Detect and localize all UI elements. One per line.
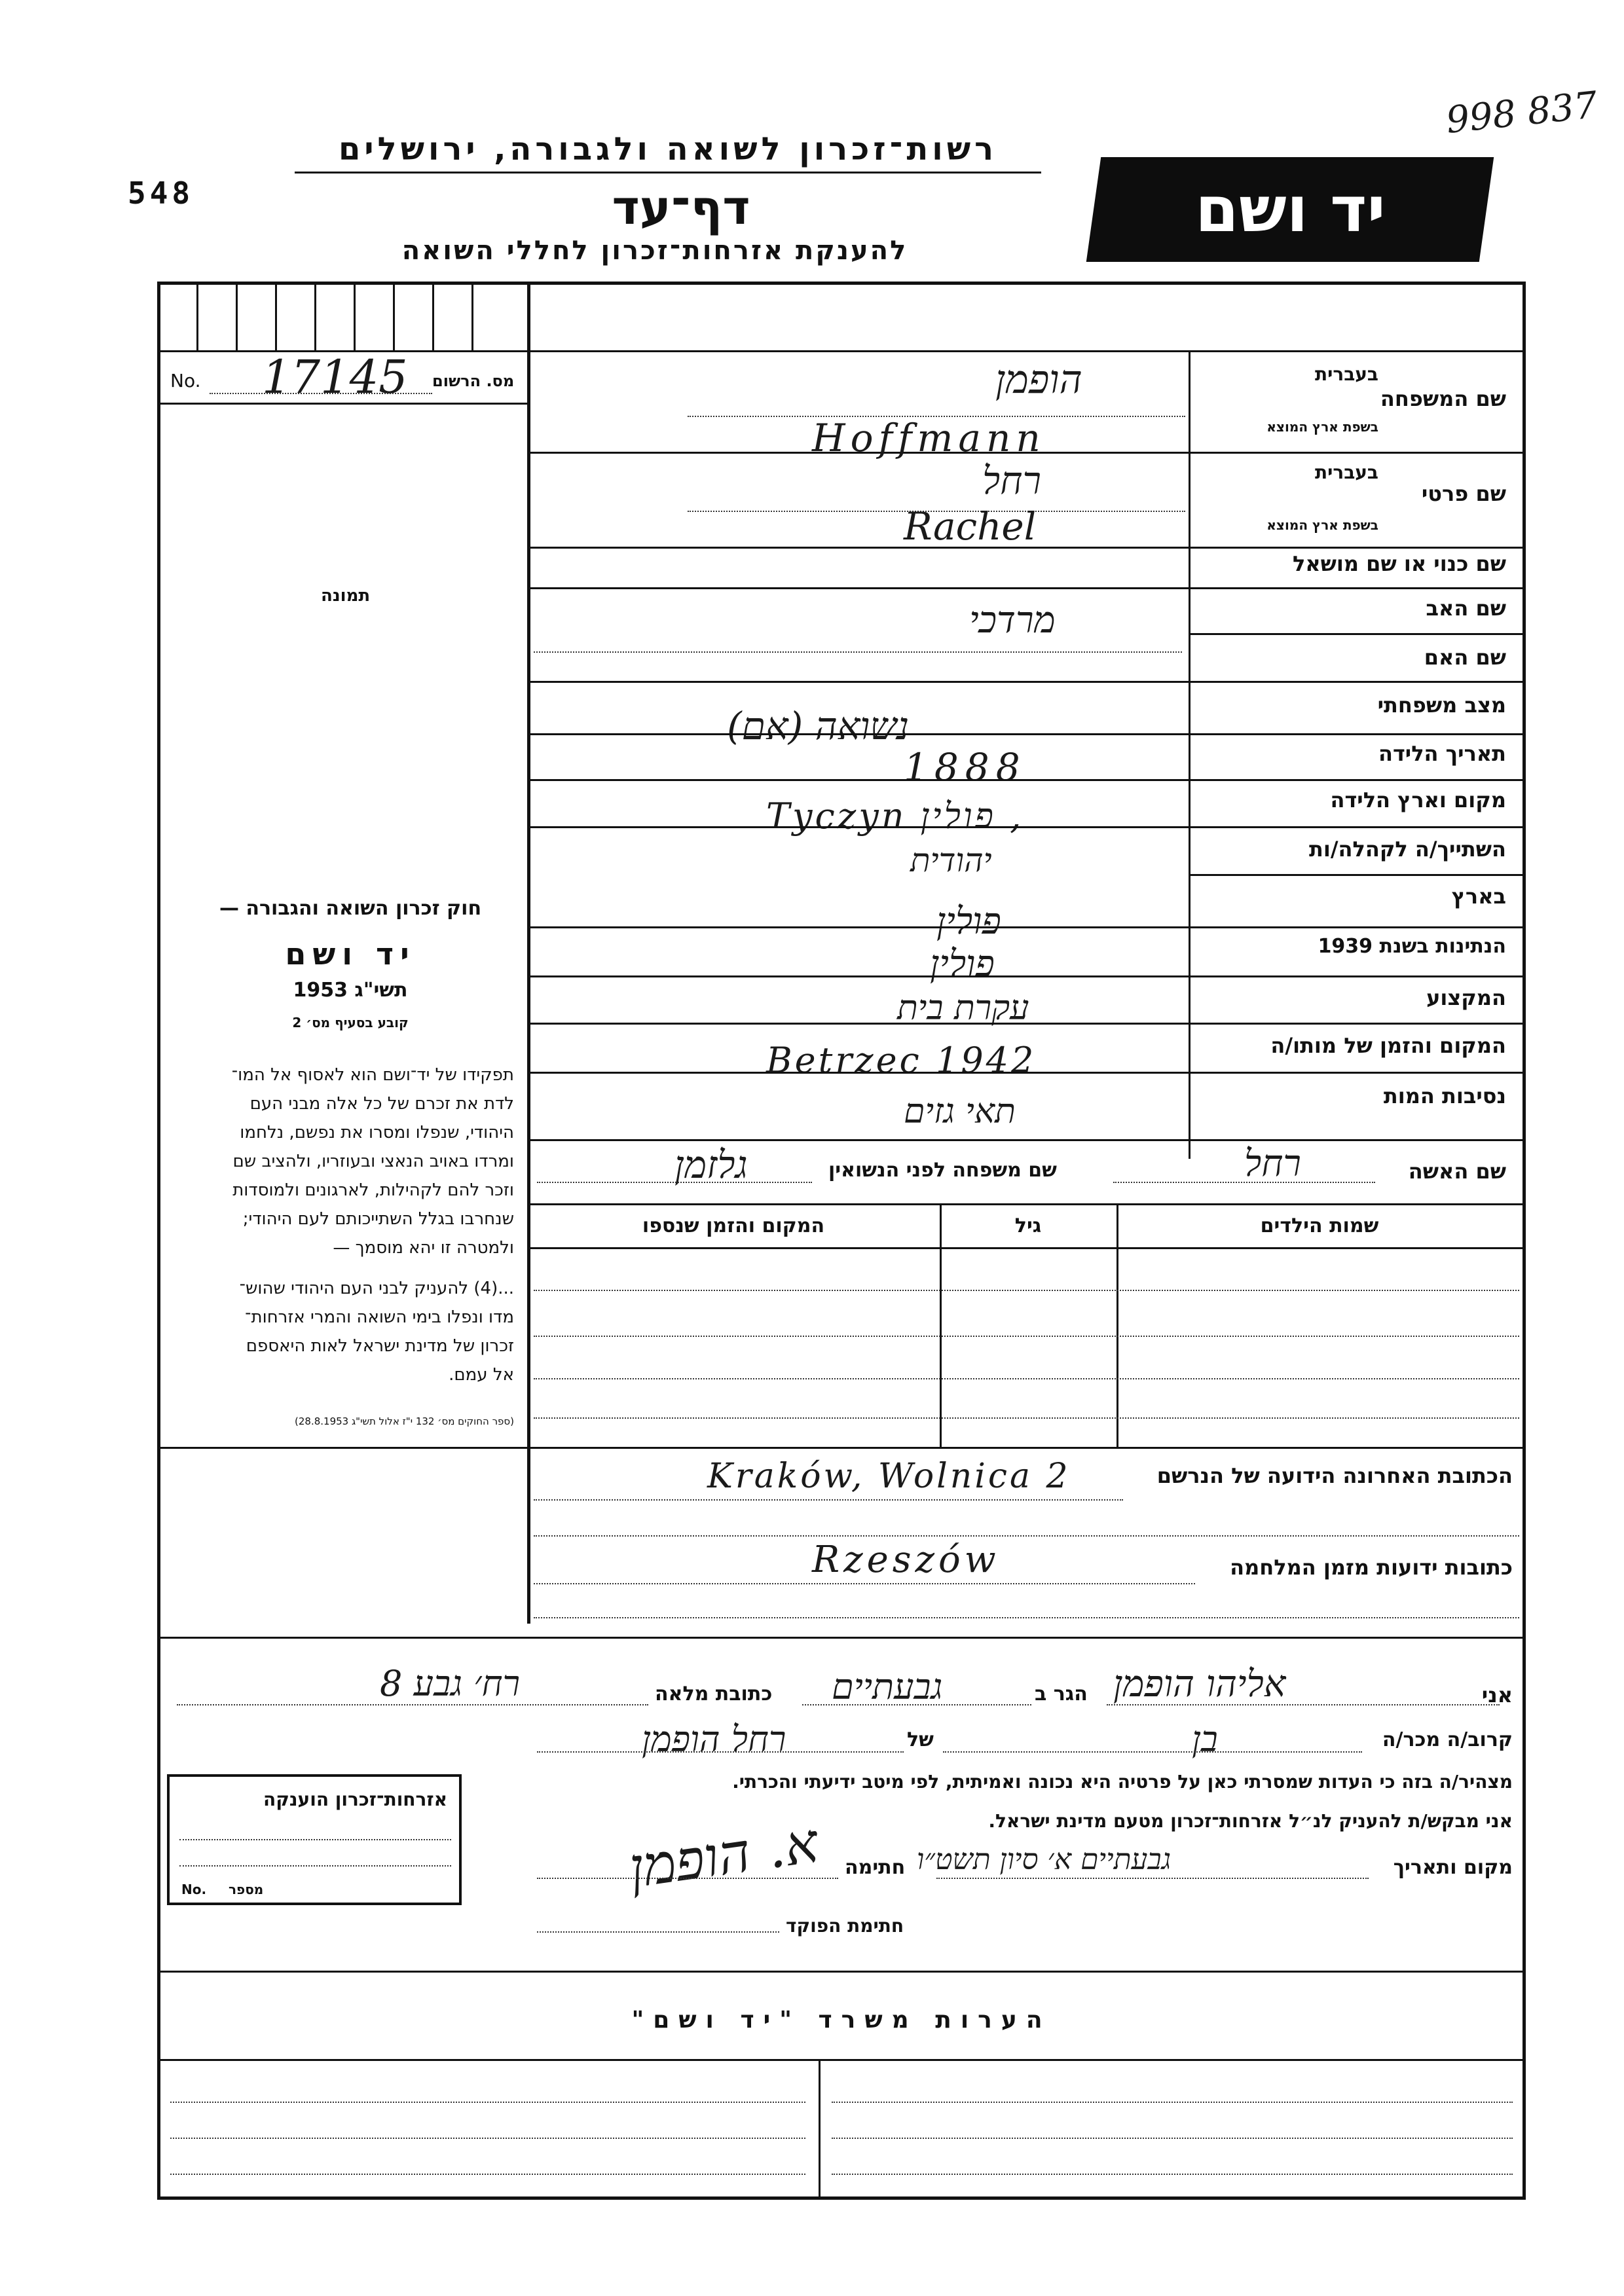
declaration-relative: קרוב/ה מכר/ה [1382, 1728, 1513, 1751]
row-value: פולין [930, 943, 995, 985]
given-name-hebrew-value: רחל [982, 458, 1041, 503]
children-names-header: שמות הילדים [1260, 1214, 1379, 1237]
law-line: לדת את זכרם של כל אלה מבני העם [249, 1094, 514, 1114]
law-org: יד ושם [285, 936, 416, 972]
law-line: שנחרבו בגלל השתייכותם לעם היהודי; [242, 1209, 514, 1229]
last-address-label: הכתובת האחרונה הידועה של הנרשם [1156, 1463, 1513, 1488]
law-line: זכרון של מדינת ישראל לאות היאספם [246, 1336, 514, 1356]
declarant-name: אליהו הופמן [1113, 1663, 1286, 1705]
row-label: תאריך הלידה [1378, 741, 1506, 766]
law-year: תשי"ג 1953 [293, 979, 408, 1002]
row-value: תאי גזים [904, 1092, 1016, 1131]
row-value: נשואה (אם) [727, 704, 910, 748]
row-label: שם כנוי או שם מושאל [1292, 551, 1506, 576]
signature-label: חתימה [845, 1856, 906, 1879]
award-box-title: אזרחות־זכרון הוענקה [263, 1789, 447, 1810]
row-label: המקצוע [1426, 985, 1506, 1010]
row-value: Tyczyn פולין , [766, 795, 1024, 837]
law-source: (ספר החוקים מס׳ 132 י"ז אלול תשי"ג 28.8.1953) [295, 1415, 514, 1427]
row-label: בארץ [1451, 884, 1506, 909]
given-name-label: שם פרטי [1421, 481, 1506, 506]
row-value: 1888 [904, 745, 1027, 790]
declarant-address: רח׳ גבע 8 [380, 1663, 521, 1704]
maiden-name-value: גלזמן [674, 1142, 748, 1187]
yad-vashem-logo [1086, 157, 1494, 262]
declaration-request: אני מבקש/ת להעניק לנ״ל אזרחות־זכרון מטעם מדינת ישראל. [988, 1810, 1513, 1832]
officer-signature-label: חתימת הפוקד [786, 1915, 904, 1937]
given-name-origin-value: Rachel [904, 504, 1037, 549]
law-line: ולמטרה זו יהא מוסמך — [333, 1238, 514, 1258]
children-place-header: המקום והזמן שנספו [642, 1214, 825, 1237]
declaration-subject: רחל הופמן [642, 1719, 786, 1760]
row-label: נסיבות המות [1383, 1084, 1506, 1108]
row-label: המקום והזמן של מותו/ה [1270, 1033, 1506, 1058]
row-label: מקום וארץ הלידה [1330, 788, 1506, 812]
row-label: שם האב [1426, 596, 1506, 621]
surname-hebrew-label: בעברית [1314, 363, 1378, 385]
row-value: פולין [936, 900, 1001, 943]
law-line: ומרדו באויב הנאצי ובעוזריו, ולהציב שם [232, 1152, 514, 1171]
office-notes-title: הערות משרד "יד ושם" [631, 2007, 1052, 2033]
place-date-value: גבעתיים א׳ סיון תשט״ו [917, 1843, 1172, 1876]
award-number-en: No. [181, 1882, 207, 1897]
surname-origin-value: Hoffmann [812, 416, 1046, 460]
registration-label-en: No. [170, 370, 201, 392]
award-number-he: מספר [229, 1882, 264, 1897]
war-address-label: כתובות ידועות מזמן המלחמה [1230, 1555, 1513, 1580]
law-clause: קובע בסעיף מס׳ 2 [292, 1015, 409, 1030]
row-value: יהודית [910, 841, 992, 879]
declaration-full-address: כתובת מלאה [655, 1683, 773, 1705]
given-name-hebrew-label: בעברית [1314, 462, 1378, 483]
logo-text: יד ושם [1194, 173, 1386, 246]
row-value: Betrzec 1942 [766, 1040, 1037, 1081]
law-title: חוק זכרון השואה והגבורה — [219, 897, 482, 920]
declaration-of: של [907, 1728, 934, 1751]
declarant-city: גבעתיים [832, 1666, 943, 1707]
surname-label: שם המשפחה [1380, 386, 1506, 411]
row-label: מצב משפחתי [1377, 693, 1506, 718]
registration-label: מס. הרשום [432, 372, 515, 390]
award-box [167, 1774, 462, 1905]
photo-label: תמונה [321, 586, 371, 606]
law-line: מדו ונפלו בימי השואה והמרי אזרחות־ [245, 1307, 514, 1327]
law-line: וזכר להם לקהילות, לארגונים ולמוסדות [232, 1180, 514, 1200]
form-number: 548 [128, 175, 194, 211]
surname-origin-label: בשפת ארץ המוצא [1266, 419, 1378, 435]
law-line: היהודי, שנפלו ומסרו את נפשם, נלחמו [240, 1123, 514, 1142]
form-subtitle: להענקת אזרחות־זכרון לחללי השואה [401, 236, 908, 266]
row-label: שם האם [1424, 645, 1506, 670]
children-age-header: גיל [1014, 1214, 1042, 1237]
form-title: דף־עד [612, 180, 750, 235]
law-line: תפקידו של יד־ושם הוא לאסוף אל המו־ [231, 1065, 514, 1085]
law-line: אל עמם. [449, 1365, 514, 1385]
wife-value: רחל [1244, 1142, 1301, 1185]
archive-number: 998 837 [1444, 84, 1600, 142]
row-label: השתייך/ה לקהלה/ות [1308, 837, 1506, 862]
declaration-lives-in: הגר ב [1035, 1683, 1088, 1705]
row-value: מרדכי [969, 599, 1056, 642]
maiden-name-label: שם משפחה לפני הנשואין [828, 1159, 1057, 1182]
registration-number: 17145 [262, 350, 408, 404]
war-address-value: Rzeszów [812, 1539, 1000, 1581]
surname-hebrew-value: הופמן [995, 357, 1082, 403]
declaration-statement: מצהיר/ה בזה כי העדות שמסרתי כאן על פרטיה היא נכונה ואמיתית, לפי מיטב ידיעתי והכרתי. [732, 1771, 1513, 1793]
last-address-value: Kraków, Wolnica 2 [707, 1457, 1071, 1496]
wife-label: שם האשה [1408, 1159, 1506, 1184]
row-value: עקרת בית [897, 989, 1029, 1028]
place-date-label: מקום ותאריך [1393, 1856, 1513, 1879]
declaration-i: אני [1481, 1683, 1513, 1707]
declarant-relation: בן [1192, 1719, 1218, 1760]
declarant-signature: א. הופמן [625, 1810, 822, 1901]
law-line: ...(4) להעניק לבני העם היהודי שהוש־ [239, 1279, 514, 1298]
row-label: הנתינות בשנת 1939 [1318, 935, 1506, 958]
given-name-origin-label: בשפת ארץ המוצא [1266, 517, 1378, 533]
authority-name: רשות־זכרון לשואה ולגבורה, ירושלים [338, 131, 998, 168]
